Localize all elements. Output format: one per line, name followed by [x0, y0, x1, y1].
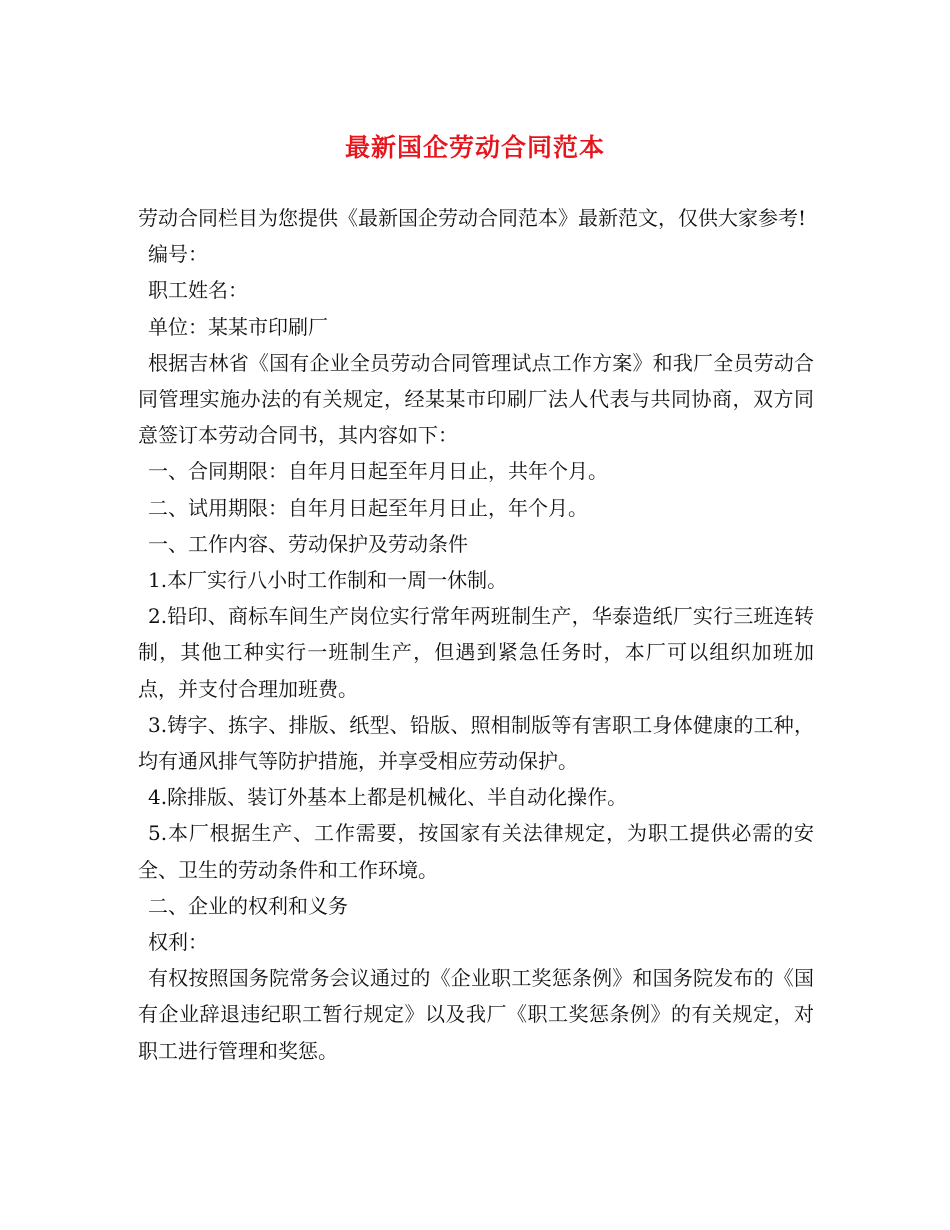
paragraph: 单位：某某市印刷厂 — [148, 314, 328, 339]
paragraph: 二、试用期限：自年月日起至年月日止，年个月。 — [148, 495, 588, 520]
section-heading: 二、企业的权利和义务 — [148, 893, 348, 918]
document-body — [138, 200, 814, 1069]
paragraph: 权利： — [148, 930, 208, 955]
paragraph: 有权按照国务院常务会议通过的《企业职工奖惩条例》和国务院发布的《国有企业辞退违纪职工暂行规定》以及我厂《职工奖惩条例》的有关规定，对职工进行管理和奖惩。 — [138, 966, 814, 1063]
section-heading: 一、工作内容、劳动保护及劳动条件 — [148, 531, 468, 556]
paragraph: 2.铅印、商标车间生产岗位实行常年两班制生产，华泰造纸厂实行三班连转制，其他工种实行一班制生产，但遇到紧急任务时，本厂可以组织加班加点，并支付合理加班费。 — [138, 604, 814, 701]
paragraph: 编号： — [148, 242, 208, 267]
paragraph: 一、合同期限：自年月日起至年月日止，共年个月。 — [148, 459, 608, 484]
paragraph: 5.本厂根据生产、工作需要，按国家有关法律规定，为职工提供必需的安全、卫生的劳动条件和工作环境。 — [138, 821, 814, 882]
paragraph: 根据吉林省《国有企业全员劳动合同管理试点工作方案》和我厂全员劳动合同管理实施办法的有关规定，经某某市印刷厂法人代表与共同协商，双方同意签订本劳动合同书，其内容如下： — [138, 350, 814, 448]
paragraph: 1.本厂实行八小时工作制和一周一休制。 — [148, 568, 508, 593]
document-title: 最新国企劳动合同范本 — [344, 133, 605, 162]
paragraph: 劳动合同栏目为您提供《最新国企劳动合同范本》最新范文，仅供大家参考! — [138, 206, 807, 230]
paragraph: 3.铸字、拣字、排版、纸型、铅版、照相制版等有害职工身体健康的工种，均有通风排气等防护措施，并享受相应劳动保护。 — [138, 712, 814, 774]
paragraph: 职工姓名： — [148, 278, 248, 303]
paragraph: 4.除排版、装订外基本上都是机械化、半自动化操作。 — [148, 785, 628, 810]
